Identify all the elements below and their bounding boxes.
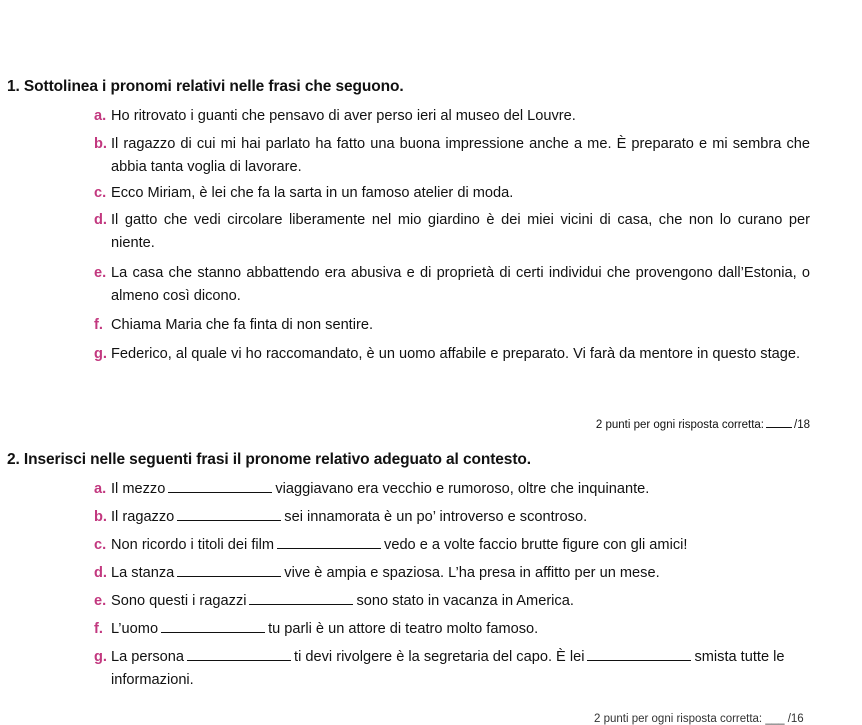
exercise-1-item-e: [94, 262, 810, 308]
exercise-1-item-f: [94, 314, 810, 337]
item-text-before: Non ricordo i titoli dei film: [111, 537, 275, 553]
item-letter: e.: [94, 265, 107, 281]
item-letter: d.: [94, 212, 107, 228]
item-text: Ho ritrovato i guanti che pensavo di aver perso ieri al museo del Louvre.: [111, 108, 576, 124]
score-blank[interactable]: [766, 414, 792, 428]
item-text-before: La stanza: [111, 565, 175, 581]
exercise-1-item-g: [94, 343, 810, 366]
item-text-before: Il ragazzo: [111, 509, 175, 525]
exercise-2-item-c: [94, 534, 810, 557]
item-letter: c.: [94, 537, 107, 553]
exercise-2-item-d: [94, 562, 810, 585]
item-text-before: L’uomo: [111, 621, 159, 637]
item-letter: b.: [94, 509, 107, 525]
item-text-after: vedo e a volte faccio brutte figure con gli amici!: [384, 537, 688, 553]
answer-blank[interactable]: [277, 535, 381, 549]
item-text: Federico, al quale vi ho raccomandato, è un uomo affabile e preparato. Vi farà da mentore in questo stage.: [111, 346, 801, 362]
exercise-2-title: 2. Inserisci nelle seguenti frasi il pronome relativo adeguato al contesto.: [7, 451, 531, 468]
exercise-2-item-a: [94, 478, 810, 501]
answer-blank[interactable]: [249, 591, 353, 605]
item-letter: d.: [94, 565, 107, 581]
item-text-after: sei innamorata è un po’ introverso e scontroso.: [284, 509, 588, 525]
answer-blank[interactable]: [161, 619, 265, 633]
exercise-2-score-cutoff: 2 punti per ogni risposta corretta: ___ /16: [594, 713, 804, 725]
item-letter: e.: [94, 593, 107, 609]
answer-blank[interactable]: [168, 479, 272, 493]
item-letter: c.: [94, 185, 107, 201]
item-text-after: sono stato in vacanza in America.: [356, 593, 574, 609]
exercise-2-item-g: [94, 646, 810, 692]
exercise-2-item-e: [94, 590, 810, 613]
exercise-1-item-c: [94, 182, 810, 205]
item-text-after: vive è ampia e spaziosa. L’ha presa in affitto per un mese.: [284, 565, 660, 581]
exercise-1-title: 1. Sottolinea i pronomi relativi nelle frasi che seguono.: [7, 78, 404, 95]
answer-blank[interactable]: [177, 563, 281, 577]
item-text: Ecco Miriam, è lei che fa la sarta in un famoso atelier di moda.: [111, 185, 514, 201]
answer-blank-1[interactable]: [187, 647, 291, 661]
item-text-before: Sono questi i ragazzi: [111, 593, 247, 609]
item-letter: g.: [94, 346, 107, 362]
item-text: La casa che stanno abbattendo era abusiva e di proprietà di certi individui che provengono dall’Estonia, o almeno così dicono.: [111, 265, 810, 304]
exercise-2-item-b: [94, 506, 810, 529]
item-text: Il gatto che vedi circolare liberamente nel mio giardino è dei miei vicini di casa, che non lo curano per niente.: [111, 212, 810, 251]
exercise-1-score: [596, 414, 810, 431]
exercise-1-item-d: [94, 209, 810, 255]
item-text-before: La persona: [111, 649, 185, 665]
item-text-middle: ti devi rivolgere è la segretaria del capo. È lei: [294, 649, 585, 665]
score-label: 2 punti per ogni risposta corretta:: [595, 419, 764, 431]
answer-blank[interactable]: [177, 507, 281, 521]
item-letter: f.: [94, 317, 103, 333]
item-letter: g.: [94, 649, 107, 665]
item-letter: a.: [94, 481, 107, 497]
item-text: Chiama Maria che fa finta di non sentire.: [111, 317, 374, 333]
item-text-after: viaggiavano era vecchio e rumoroso, oltre che inquinante.: [275, 481, 650, 497]
item-letter: f.: [94, 621, 103, 637]
item-text-after: tu parli è un attore di teatro molto famoso.: [268, 621, 539, 637]
answer-blank-2[interactable]: [587, 647, 691, 661]
exercise-1-item-b: [94, 133, 810, 179]
exercise-2-item-f: [94, 618, 810, 641]
item-text: Il ragazzo di cui mi hai parlato ha fatto una buona impressione anche a me. È preparato e mi sembra che abbia tanta voglia di lavorare.: [111, 136, 810, 175]
item-letter: a.: [94, 108, 107, 124]
exercise-1-item-a: [94, 105, 810, 128]
item-text-before: Il mezzo: [111, 481, 166, 497]
score-total: /18: [794, 419, 810, 431]
item-text-after: smista tutte le informazioni.: [111, 649, 785, 688]
item-letter: b.: [94, 136, 107, 152]
